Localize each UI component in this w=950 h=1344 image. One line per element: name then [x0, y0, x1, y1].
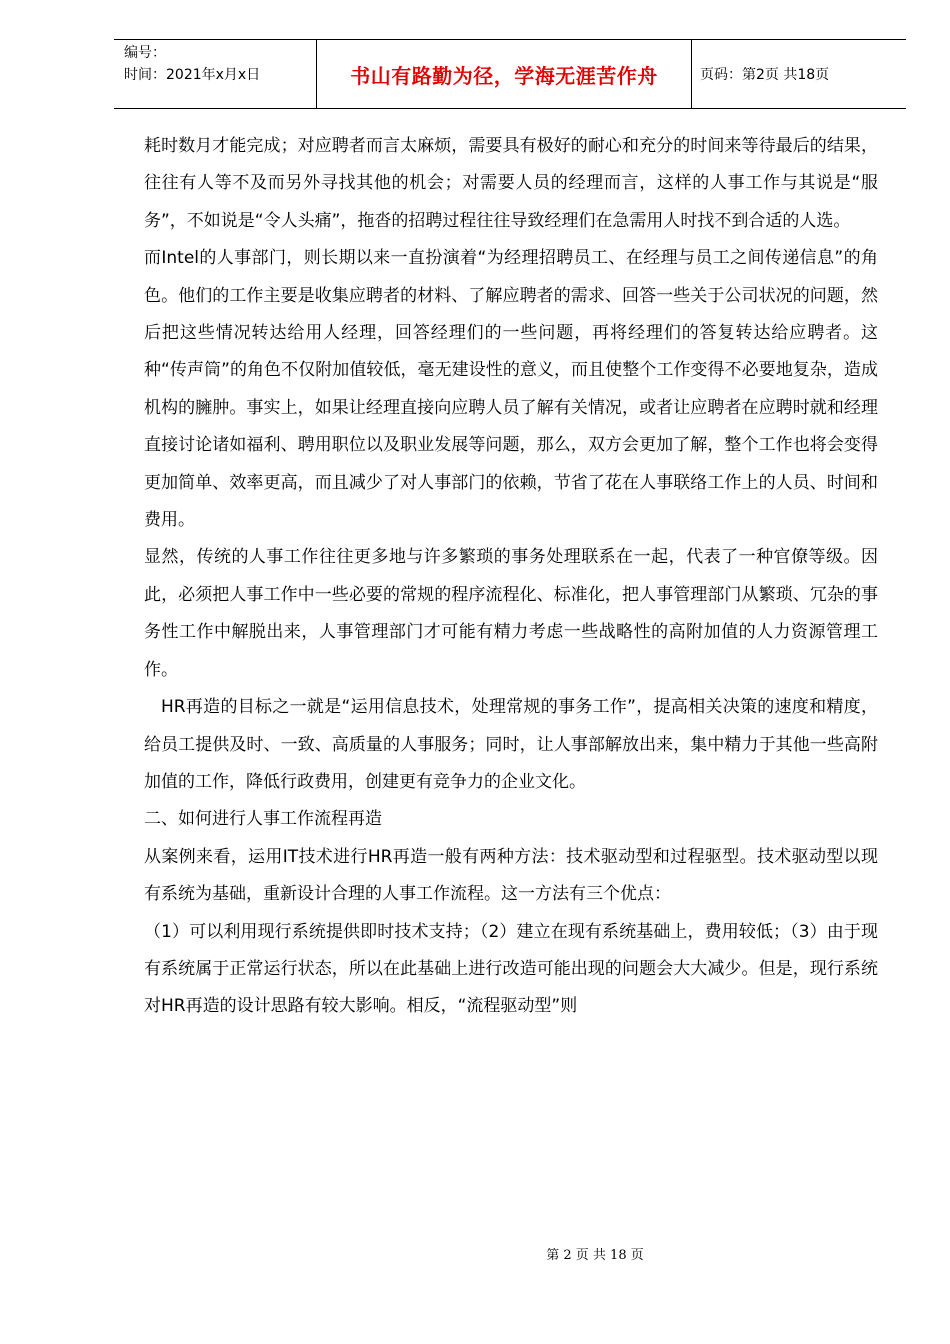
body-paragraph: 从案例来看，运用IT技术进行HR再造一般有两种方法：技术驱动型和过程驱型。技术驱动型以现有系统为基础，重新设计合理的人事工作流程。这一方法有三个优点： — [144, 846, 878, 905]
body-paragraph: HR再造的目标之一就是“运用信息技术，处理常规的事务工作”，提高相关决策的速度和精度，给员工提供及时、一致、高质量的人事服务；同时，让人事部解放出来，集中精力于其他一些高附加值的工作，降低行政费用，创建更有竞争力的企业文化。 — [144, 697, 878, 792]
header-motto: 书山有路勤为径，学海无涯苦作舟 — [317, 40, 692, 108]
header-meta-cell — [114, 40, 317, 108]
header-page-info: 页码：第2页 共18页 — [700, 67, 830, 83]
document-body — [144, 128, 878, 1026]
body-paragraph: 耗时数月才能完成；对应聘者而言太麻烦，需要具有极好的耐心和充分的时间来等待最后的结果，往往有人等不及而另外寻找其他的机会；对需要人员的经理而言，这样的人事工作与其说是“服务”，不如说是“令人头痛”，拖沓的招聘过程往往导致经理们在急需用人时找不到合适的人选。 — [144, 136, 878, 231]
body-paragraph: 而Intel的人事部门，则长期以来一直扮演着“为经理招聘员工、在经理与员工之间传递信息”的角色。他们的工作主要是收集应聘者的材料、了解应聘者的需求、回答一些关于公司状况的问题，然后把这些情况转达给用人经理，回答经理们的一些问题，再将经理们的答复转达给应聘者。这种“传声筒”的角色不仅附加值较低，毫无建设性的意义，而且使整个工作变得不必要地复杂，造成机构的臃肿。事实上，如果让经理直接向应聘人员了解有关情况，或者让应聘者在应聘时就和经理直接讨论诸如福利、聘用职位以及职业发展等问题，那么，双方会更加了解，整个工作也将会变得更加简单、效率更高，而且减少了对人事部门的依赖，节省了花在人事联络工作上的人员、时间和费用。 — [144, 248, 878, 531]
body-paragraph: （1）可以利用现行系统提供即时技术支持；（2）建立在现有系统基础上，费用较低；（3）由于现有系统属于正常运行状态，所以在此基础上进行改造可能出现的问题会大大减少。但是，现行系统对HR再造的设计思路有较大影响。相反，“流程驱动型”则 — [144, 921, 878, 1017]
page-header — [114, 39, 906, 109]
body-paragraph: 显然，传统的人事工作往往更多地与许多繁琐的事务处理联系在一起，代表了一种官僚等级。因此，必须把人事工作中一些必要的常规的程序流程化、标准化，把人事管理部门从繁琐、冗杂的事务性工作中解脱出来，人事管理部门才可能有精力考虑一些战略性的高附加值的人力资源管理工作。 — [144, 547, 878, 680]
section-heading: 二、如何进行人事工作流程再造 — [144, 809, 382, 830]
footer-page-number: 第 2 页 共 18 页 — [546, 1248, 644, 1263]
document-date: 时间：2021年x月x日 — [124, 67, 261, 83]
document-number-label: 编号： — [124, 45, 166, 61]
page-footer — [0, 1244, 950, 1263]
